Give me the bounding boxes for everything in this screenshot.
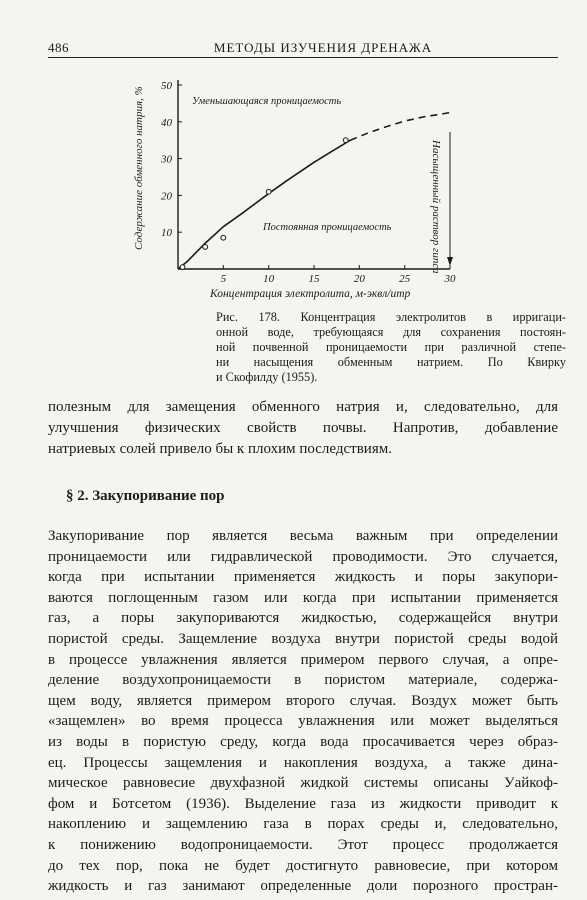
figure-178-chart	[120, 70, 500, 305]
text-line: фом и Ботсетом (1936). Выделение газа из жидкости приводит к	[48, 795, 558, 812]
text-line: пористой среды. Защемление воздуха внутри пористой среды водой	[48, 630, 558, 647]
caption-line: ни насыщения обменным натрием. По Квирку	[216, 355, 566, 369]
data-point	[203, 245, 208, 250]
x-tick-label: 20	[353, 273, 365, 285]
text-line: улучшения физических свойств почвы. Напротив, добавление	[48, 420, 558, 436]
x-axis-label: Концентрация электролита, м-эквл/итр	[210, 288, 411, 300]
text-line: в процессе увлажнения является примером первого случая, а опре-	[48, 651, 558, 668]
text-line: к понижению водопроницаемости. Этот процесс продолжается	[48, 836, 558, 853]
chart-axes	[178, 80, 450, 269]
dashed-curve	[350, 113, 450, 141]
text-line: газ, а поры закупориваются жидкостью, содержащейся внутри	[48, 610, 558, 627]
caption-line: и Скофилду (1955).	[216, 370, 318, 384]
text-line: проницаемости или гидравлической проводимости. Это случается,	[48, 548, 558, 565]
annotation-right: Насыщенный раствор гипса	[430, 140, 442, 274]
text-line: деление воздухопроницаемости в пористом материале, содержа-	[48, 672, 558, 689]
x-tick-label: 30	[444, 273, 456, 285]
y-tick-label: 40	[161, 116, 172, 129]
solid-curve	[178, 140, 350, 269]
caption-line: онной воде, требующаяся для сохранения постоян-	[216, 325, 566, 339]
caption-line: ной почвенной проницаемости при различной степе-	[216, 340, 566, 354]
running-title: МЕТОДЫ ИЗУЧЕНИЯ ДРЕНАЖА	[213, 40, 433, 55]
gypsum-arrow-head	[447, 257, 453, 266]
annotation-lower: Постоянная проницаемость	[263, 222, 392, 233]
paragraph-2	[48, 526, 558, 897]
paragraph-1	[48, 397, 558, 460]
text-line: «защемлен» во время процесса увлажнения или может выделяться	[48, 713, 558, 730]
x-tick-label: 10	[263, 273, 275, 285]
caption-line: Рис. 178. Концентрация электролитов в ирригаци-	[216, 310, 566, 324]
text-line: полезным для замещения обменного натрия и, следовательно, для	[48, 399, 558, 415]
data-point	[266, 189, 271, 194]
chart-lines	[178, 113, 450, 269]
x-tick-label: 15	[308, 273, 320, 285]
text-line: мическое равновесие двухфазной жидкой системы описаны Уайкоф-	[48, 775, 558, 792]
annotation-upper: Уменьшающаяся проницаемость	[192, 96, 342, 107]
y-tick-label: 20	[161, 190, 172, 203]
header-rule	[48, 57, 558, 58]
text-line: натриевых солей привело бы к плохим последствиям.	[48, 441, 392, 457]
figure-caption	[216, 310, 566, 385]
text-line: Закупоривание пор является весьма важным при определении	[48, 528, 558, 544]
text-line: когда при испытании применяется жидкость и поры закупори-	[48, 569, 558, 586]
text-line: до тех пор, пока не будет достигнуто равновесие, при котором	[48, 857, 558, 874]
x-tick-label: 25	[399, 273, 411, 285]
chart-ticks	[160, 80, 456, 285]
y-tick-label: 30	[161, 153, 172, 166]
data-point	[343, 138, 348, 143]
text-line: ец. Процессы защемления и накопления воздуха, а также дина-	[48, 754, 558, 771]
section-heading: § 2. Закупоривание пор	[66, 488, 225, 504]
y-tick-label: 50	[161, 80, 172, 92]
text-line: ваются поглощенным газом или когда при испытании применяется	[48, 589, 558, 606]
text-line: накоплению и защемлению газа в порах среды и, следовательно,	[48, 816, 558, 833]
x-tick-label: 5	[220, 273, 227, 285]
page-number: 486	[48, 40, 69, 55]
data-point	[180, 265, 185, 270]
y-tick-label: 10	[161, 227, 172, 240]
text-line: из воды в пористую среду, когда вода просачивается через образ-	[48, 733, 558, 750]
text-line: щем воду, является примером второго случая. Воздух может быть	[48, 692, 558, 709]
data-point	[221, 235, 226, 240]
text-line: жидкость и газ занимают определенные доли порозного простран-	[48, 878, 558, 895]
y-axis-label: Содержание обменного натрия, %	[133, 86, 145, 250]
